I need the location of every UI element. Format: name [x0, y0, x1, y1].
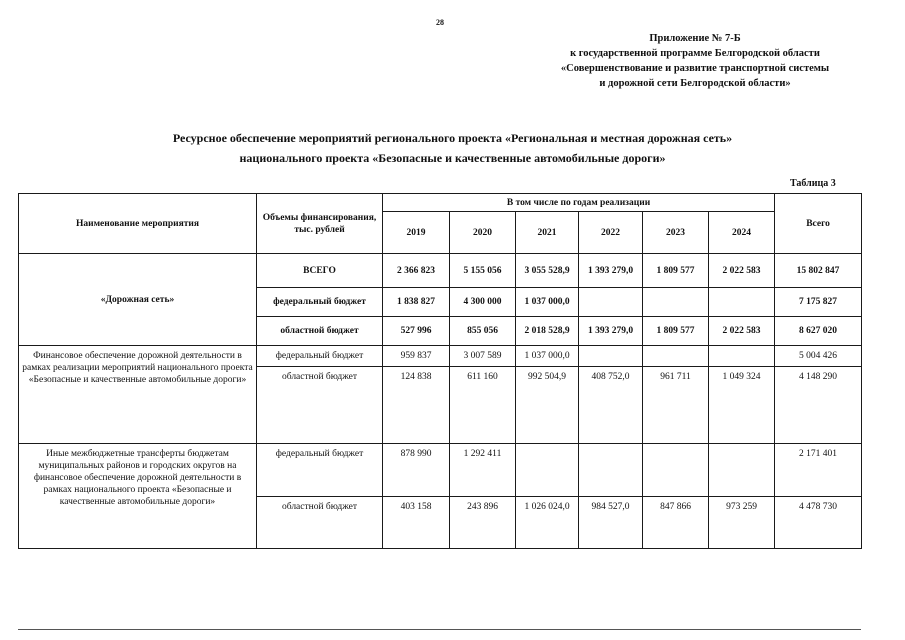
year-value: 2 018 528,9: [516, 317, 579, 346]
year-value: 4 300 000: [450, 288, 516, 317]
year-value: 527 996: [383, 317, 450, 346]
year-value: [643, 444, 709, 497]
activity-name: Иные межбюджетные трансферты бюджетам муниципальных районов и городских округов на финансовое обеспечение дорожной деятельности в рамках национального проекта «Безопасные и качественные автомобильные дороги»: [19, 444, 257, 549]
year-value: [643, 288, 709, 317]
year-value: 611 160: [450, 367, 516, 444]
row-total: 8 627 020: [775, 317, 862, 346]
title-line-1: Ресурсное обеспечение мероприятий регионального проекта «Региональная и местная дорожная сеть»: [172, 131, 733, 145]
year-value: 2 022 583: [709, 254, 775, 288]
year-value: 1 037 000,0: [516, 346, 579, 367]
funding-source: областной бюджет: [257, 367, 383, 444]
year-value: 961 711: [643, 367, 709, 444]
header-volume: Объемы финансирования, тыс. рублей: [257, 194, 383, 254]
document-title: [40, 128, 865, 168]
year-value: 1 838 827: [383, 288, 450, 317]
year-value: 1 393 279,0: [579, 317, 643, 346]
year-value: 1 026 024,0: [516, 497, 579, 549]
year-value: 2 022 583: [709, 317, 775, 346]
year-value: 1 393 279,0: [579, 254, 643, 288]
year-value: [579, 444, 643, 497]
year-value: 5 155 056: [450, 254, 516, 288]
year-value: 959 837: [383, 346, 450, 367]
header-year: 2019: [383, 212, 450, 254]
year-value: 855 056: [450, 317, 516, 346]
appendix-line-3: «Совершенствование и развитие транспортной системы: [560, 63, 830, 74]
year-value: [579, 288, 643, 317]
year-value: 992 504,9: [516, 367, 579, 444]
year-value: 3 007 589: [450, 346, 516, 367]
table-row: [19, 346, 862, 367]
funding-source: федеральный бюджет: [257, 346, 383, 367]
year-value: 403 158: [383, 497, 450, 549]
funding-source: областной бюджет: [257, 497, 383, 549]
row-total: 2 171 401: [775, 444, 862, 497]
table-label: Таблица 3: [790, 178, 836, 189]
header-year: 2020: [450, 212, 516, 254]
year-value: 1 049 324: [709, 367, 775, 444]
row-total: 5 004 426: [775, 346, 862, 367]
header-year: 2022: [579, 212, 643, 254]
year-value: 1 037 000,0: [516, 288, 579, 317]
funding-source: ВСЕГО: [257, 254, 383, 288]
resource-table: [18, 193, 862, 549]
page-number: 28: [436, 18, 444, 27]
row-total: 4 148 290: [775, 367, 862, 444]
funding-source: областной бюджет: [257, 317, 383, 346]
appendix-line-4: и дорожной сети Белгородской области»: [599, 78, 791, 89]
year-value: 408 752,0: [579, 367, 643, 444]
year-value: 3 055 528,9: [516, 254, 579, 288]
year-value: [709, 288, 775, 317]
title-line-2: национального проекта «Безопасные и качественные автомобильные дороги»: [239, 151, 666, 165]
year-value: [579, 346, 643, 367]
page-bottom-divider: [18, 629, 861, 630]
appendix-line-1: Приложение № 7-Б: [649, 33, 741, 44]
year-value: 984 527,0: [579, 497, 643, 549]
header-year: 2021: [516, 212, 579, 254]
year-value: [709, 346, 775, 367]
appendix-line-2: к государственной программе Белгородской области: [570, 48, 820, 59]
table-row: [19, 444, 862, 497]
year-value: [643, 346, 709, 367]
year-value: 124 838: [383, 367, 450, 444]
activity-name: Финансовое обеспечение дорожной деятельности в рамках реализации мероприятий национального проекта «Безопасные и качественные автомобильные дороги»: [19, 346, 257, 444]
row-total: 15 802 847: [775, 254, 862, 288]
header-name: Наименование мероприятия: [19, 194, 257, 254]
header-year: 2024: [709, 212, 775, 254]
funding-source: федеральный бюджет: [257, 444, 383, 497]
year-value: 1 292 411: [450, 444, 516, 497]
header-including-years: В том числе по годам реализации: [383, 194, 775, 212]
row-total: 4 478 730: [775, 497, 862, 549]
year-value: 878 990: [383, 444, 450, 497]
year-value: 1 809 577: [643, 254, 709, 288]
table-row: [19, 254, 862, 288]
year-value: 2 366 823: [383, 254, 450, 288]
year-value: 973 259: [709, 497, 775, 549]
year-value: 1 809 577: [643, 317, 709, 346]
appendix-header: [520, 31, 870, 91]
row-total: 7 175 827: [775, 288, 862, 317]
year-value: [709, 444, 775, 497]
year-value: [516, 444, 579, 497]
year-value: 243 896: [450, 497, 516, 549]
year-value: 847 866: [643, 497, 709, 549]
funding-source: федеральный бюджет: [257, 288, 383, 317]
activity-name: «Дорожная сеть»: [19, 254, 257, 346]
header-total: Всего: [775, 194, 862, 254]
header-year: 2023: [643, 212, 709, 254]
